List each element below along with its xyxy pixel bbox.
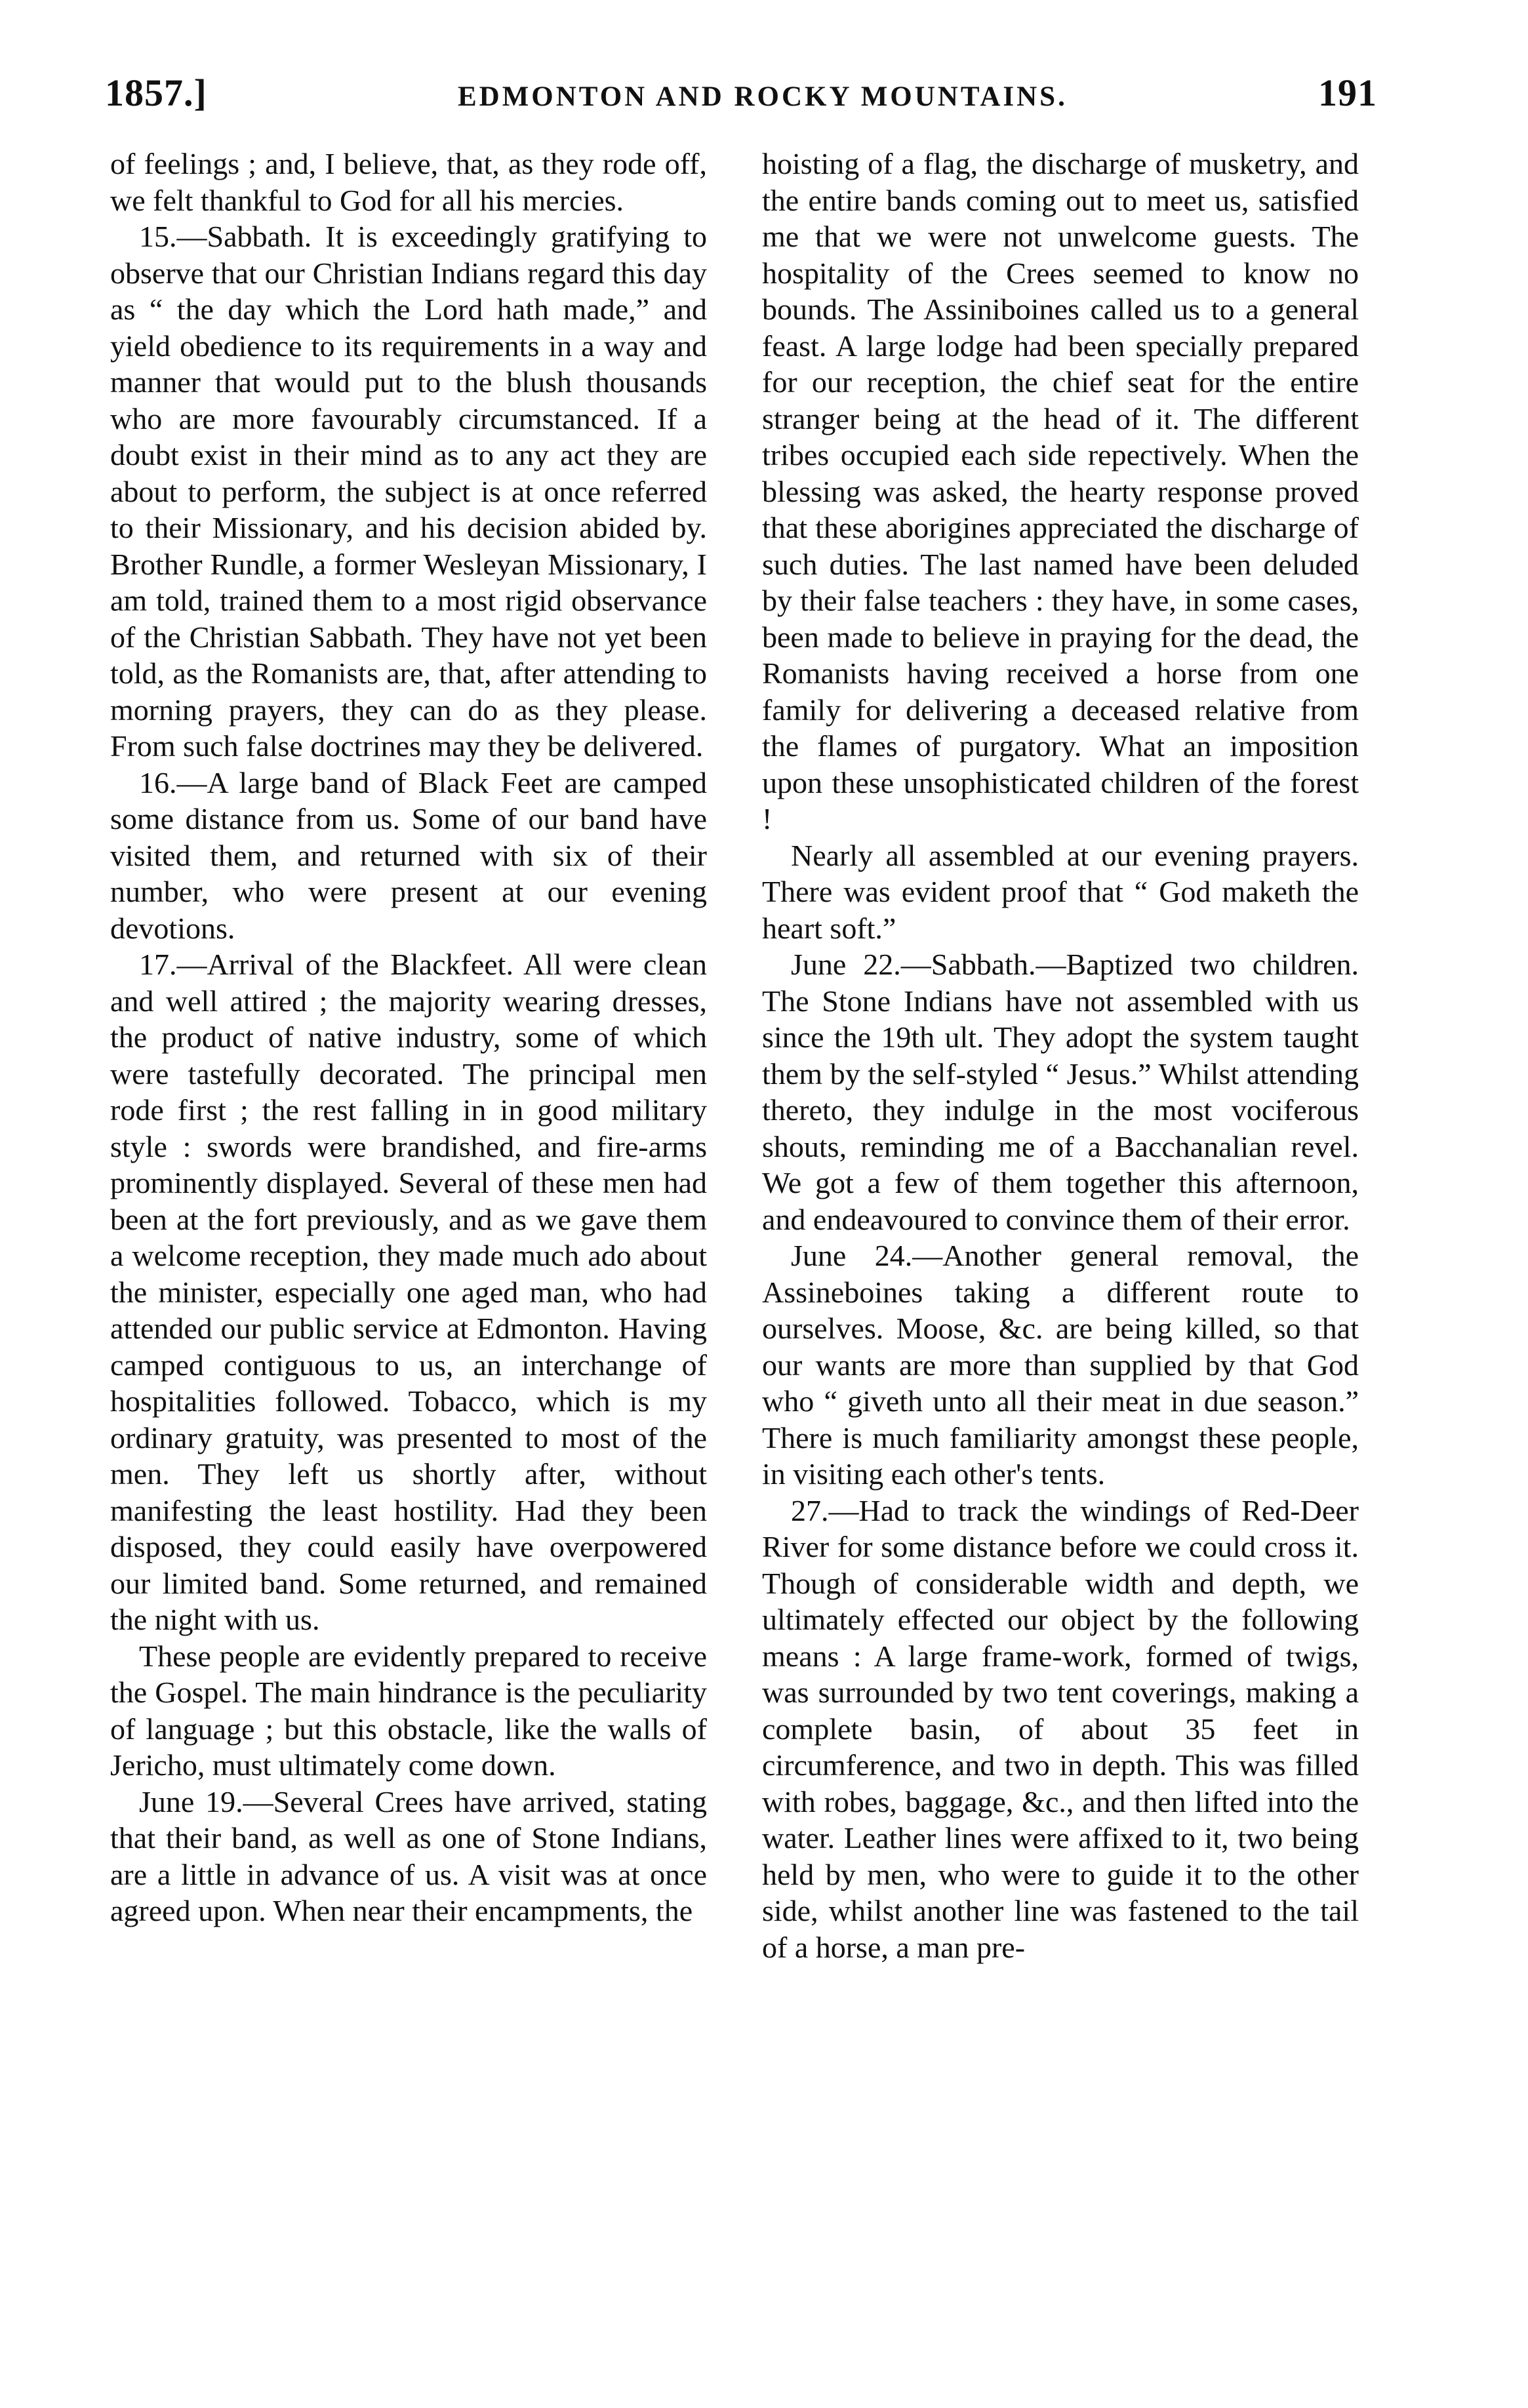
paragraph: 16.—A large band of Black Feet are camped some distance from us. Some of our band have visited them, and returned with six of their number, who were present at our evening devotions. [110, 765, 707, 945]
header-year: 1857.] [105, 71, 207, 114]
right-column [762, 146, 1359, 2349]
paragraph: 27.—Had to track the windings of Red-Deer River for some distance before we could cross it. Though of considerable width and depth, we ultimately effected our object by the following means : A large frame-work, formed of twigs, was surrounded by two tent coverings, making a complete basin, of about 35 feet in circumference, and two in depth. This was filled with robes, baggage, &c., and then lifted into the water. Leather lines were affixed to it, two being held by men, who were to guide it to the other side, whilst another line was fastened to the tail of a horse, a man pre- [762, 1493, 1359, 1964]
page-number: 191 [1318, 71, 1377, 114]
paragraph: Nearly all assembled at our evening prayers. There was evident proof that “ God maketh the heart soft.” [762, 838, 1359, 945]
header-title: EDMONTON AND ROCKY MOUNTAINS. [457, 81, 1068, 112]
left-column [110, 146, 707, 2349]
paragraph: June 19.—Several Crees have arrived, stating that their band, as well as one of Stone Indians, are a little in advance of us. A visit was at once agreed upon. When near their encampments, the [110, 1784, 707, 1927]
paragraph: 17.—Arrival of the Blackfeet. All were clean and well attired ; the majority wearing dresses, the product of native industry, some of which were tastefully decorated. The principal men rode first ; the rest falling in in good military style : swords were brandished, and fire-arms prominently displayed. Several of these men had been at the fort previously, and as we gave them a welcome reception, they made much ado about the minister, especially one aged man, who had attended our public service at Edmonton. Having camped contiguous to us, an interchange of hospitalities followed. Tobacco, which is my ordinary gratuity, was presented to most of the men. They left us shortly after, without manifesting the least hostility. Had they been disposed, they could easily have overpowered our limited band. Some returned, and remained the night with us. [110, 948, 707, 1636]
paragraph: hoisting of a flag, the discharge of musketry, and the entire bands coming out to meet us, satisfied me that we were not unwelcome guests. The hospitality of the Crees seemed to know no bounds. The Assiniboines called us to a general feast. A large lodge had been specially prepared for our reception, the chief seat for the entire stranger being at the head of it. The different tribes occupied each side repectively. When the blessing was asked, the hearty response proved that these aborigines appreciated the discharge of such duties. The last named have been deluded by their false teachers : they have, in some cases, been made to believe in praying for the dead, the Romanists having received a horse from one family for delivering a deceased relative from the flames of purgatory. What an imposition upon these unsophisticated children of the forest ! [762, 147, 1359, 835]
paragraph: 15.—Sabbath. It is exceedingly gratifying to observe that our Christian Indians regard this day as “ the day which the Lord hath made,” and yield obedience to its requirements in a way and manner that would put to the blush thousands who are more favourably circumstanced. If a doubt exist in their mind as to any act they are about to perform, the subject is at once referred to their Missionary, and his decision abided by. Brother Rundle, a former Wesleyan Missionary, I am told, trained them to a most rigid observance of the Christian Sabbath. They have not yet been told, as the Romanists are, that, after attending to morning prayers, they can do as they please. From such false doctrines may they be delivered. [110, 220, 707, 763]
paragraph: June 22.—Sabbath.—Baptized two children. The Stone Indians have not assembled with us since the 19th ult. They adopt the system taught them by the self-styled “ Jesus.” Whilst attending thereto, they indulge in the most vociferous shouts, reminding me of a Bacchanalian revel. We got a few of them together this afternoon, and endeavoured to convince them of their error. [762, 948, 1359, 1236]
paragraph: June 24.—Another general removal, the Assineboines taking a different route to ourselves. Moose, &c. are being killed, so that our wants are more than supplied by that God who “ giveth unto all their meat in due season.” There is much familiarity amongst these people, in visiting each other's tents. [762, 1239, 1359, 1491]
paragraph: These people are evidently prepared to receive the Gospel. The main hindrance is the peculiarity of language ; but this obstacle, like the walls of Jericho, must ultimately come down. [110, 1639, 707, 1782]
paragraph: of feelings ; and, I believe, that, as they rode off, we felt thankful to God for all his mercies. [110, 147, 707, 217]
running-head [105, 71, 1377, 123]
